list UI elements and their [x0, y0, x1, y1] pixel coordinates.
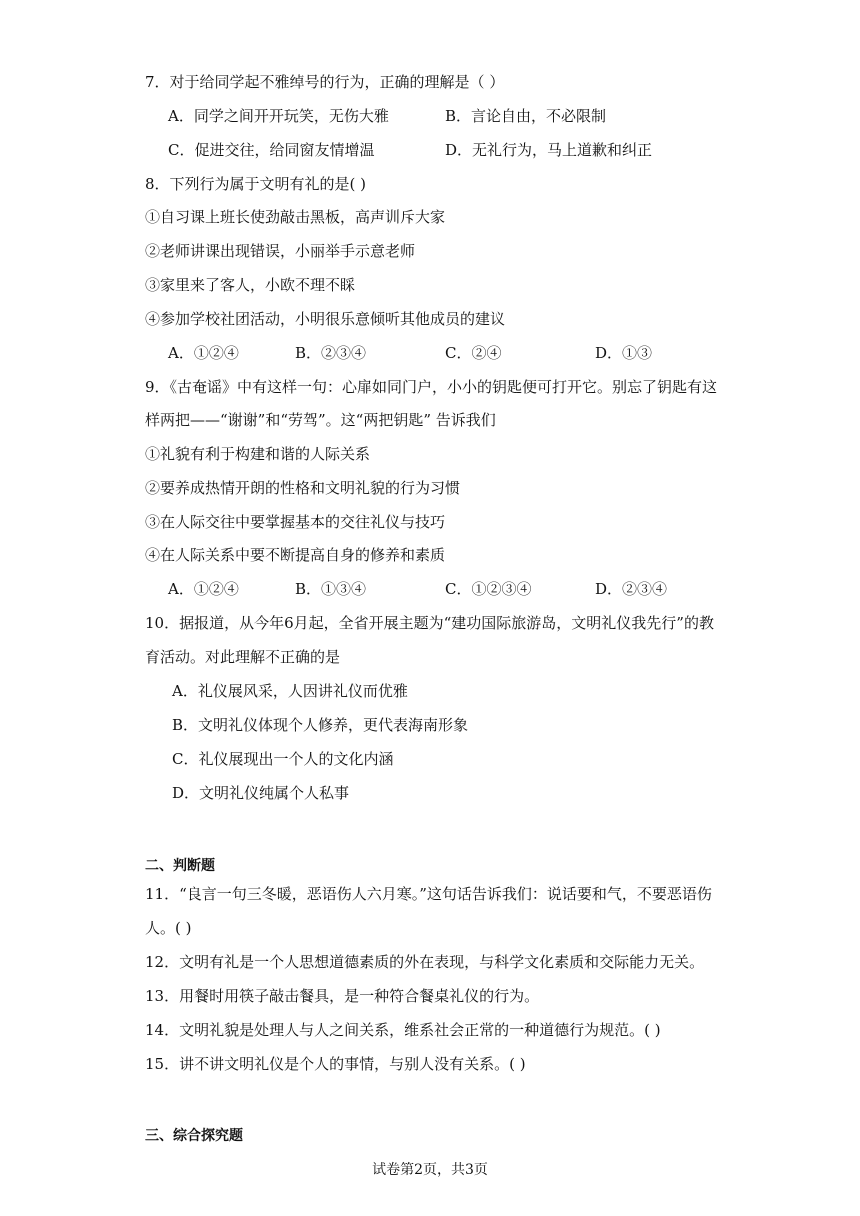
- q12: 12．文明有礼是一个人思想道德素质的外在表现，与科学文化素质和交际能力无关。: [145, 953, 705, 971]
- q9-option-d: D．②③④: [595, 580, 668, 598]
- q9-stem-line2: 样两把——“谢谢”和“劳驾”。这“两把钥匙” 告诉我们: [145, 411, 496, 429]
- q7-stem: 7．对于给同学起不雅绰号的行为，正确的理解是（ ）: [145, 73, 505, 91]
- q8-option-a: A．①②④: [168, 344, 239, 362]
- q7-option-b: B．言论自由，不必限制: [445, 107, 607, 125]
- section-3-title: 三、综合探究题: [145, 1128, 243, 1144]
- q9-option-b: B．①③④: [295, 580, 367, 598]
- q8-option-c: C．②④: [445, 344, 502, 362]
- q9-stem-line1: 9．《古奄谣》中有这样一句：心扉如同门户，小小的钥匙便可打开它。别忘了钥匙有这: [145, 378, 718, 396]
- q10-option-b: B．文明礼仪体现个人修养，更代表海南形象: [172, 716, 469, 734]
- q10-stem-line2: 育活动。对此理解不正确的是: [145, 648, 341, 666]
- q14: 14．文明礼貌是处理人与人之间关系，维系社会正常的一种道德行为规范。( ): [145, 1021, 661, 1039]
- q9-item-1: ①礼貌有利于构建和谐的人际关系: [145, 445, 371, 463]
- page-footer: 试卷第2页，共3页: [372, 1162, 488, 1178]
- q8-item-1: ①自习课上班长使劲敲击黑板，高声训斥大家: [145, 208, 446, 226]
- q7-option-c: C．促进交往，给同窗友情增温: [168, 141, 375, 159]
- q10-option-c: C．礼仪展现出一个人的文化内涵: [172, 750, 394, 768]
- q11-line1: 11．“良言一句三冬暖，恶语伤人六月寒。”这句话告诉我们：说话要和气，不要恶语伤: [145, 885, 712, 903]
- q8-item-2: ②老师讲课出现错误，小丽举手示意老师: [145, 242, 416, 260]
- q8-item-3: ③家里来了客人，小欧不理不睬: [145, 276, 356, 294]
- q7-option-d: D．无礼行为，马上道歉和纠正: [445, 141, 653, 159]
- q15: 15．讲不讲文明礼仪是个人的事情，与别人没有关系。( ): [145, 1055, 526, 1073]
- q9-item-4: ④在人际关系中要不断提高自身的修养和素质: [145, 546, 446, 564]
- section-2-title: 二、判断题: [145, 858, 215, 874]
- q10-option-d: D．文明礼仪纯属个人私事: [172, 784, 350, 802]
- q9-option-c: C．①②③④: [445, 580, 532, 598]
- q7-option-a: A．同学之间开开玩笑，无伤大雅: [168, 107, 389, 125]
- q8-stem: 8．下列行为属于文明有礼的是( ): [145, 175, 367, 193]
- q9-item-2: ②要养成热情开朗的性格和文明礼貌的行为习惯: [145, 479, 461, 497]
- q11-line2: 人。( ): [145, 919, 192, 937]
- q13: 13．用餐时用筷子敲击餐具，是一种符合餐桌礼仪的行为。: [145, 987, 540, 1005]
- q10-option-a: A．礼仪展风采，人因讲礼仪而优雅: [172, 682, 408, 700]
- q9-item-3: ③在人际交往中要掌握基本的交往礼仪与技巧: [145, 513, 446, 531]
- q8-option-d: D．①③: [595, 344, 653, 362]
- q8-item-4: ④参加学校社团活动，小明很乐意倾听其他成员的建议: [145, 310, 506, 328]
- q9-option-a: A．①②④: [168, 580, 239, 598]
- q10-stem-line1: 10．据报道，从今年6月起，全省开展主题为“建功国际旅游岛，文明礼仪我先行”的教: [145, 614, 714, 632]
- q8-option-b: B．②③④: [295, 344, 367, 362]
